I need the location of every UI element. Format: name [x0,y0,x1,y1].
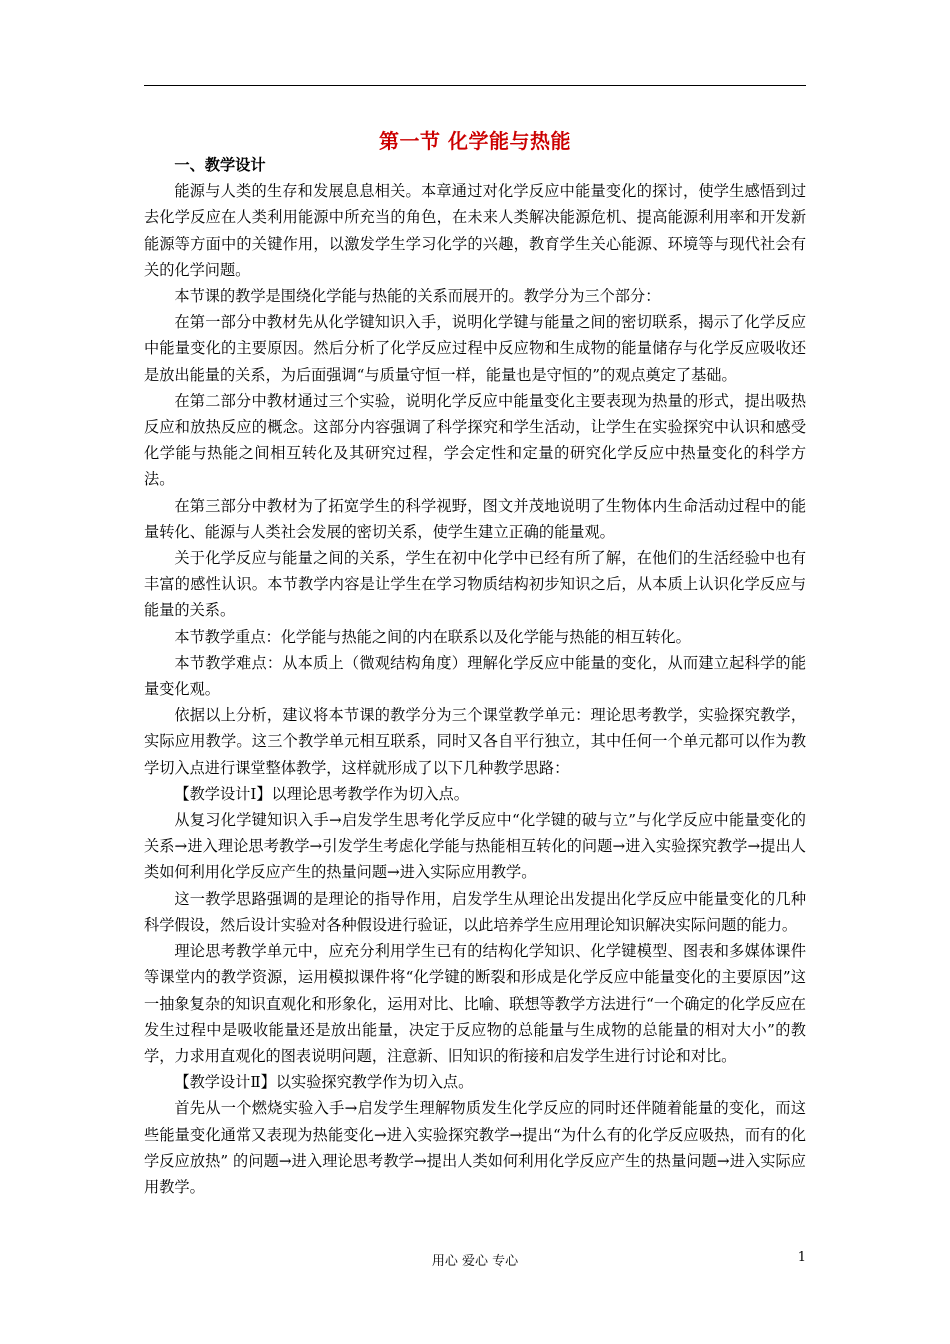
paragraph: 这一教学思路强调的是理论的指导作用，启发学生从理论出发提出化学反应中能量变化的几种科学假设，然后设计实验对各种假设进行验证，以此培养学生应用理论知识解决实际问题的能力。 [144,889,806,934]
header-rule [144,85,806,86]
paragraph: 理论思考教学单元中，应充分利用学生已有的结构化学知识、化学键模型、图表和多媒体课件等课堂内的教学资源，运用模拟课件将“化学键的断裂和形成是化学反应中能量变化的主要原因”这一抽象复杂的知识直观化和形象化，运用对比、比喻、联想等教学方法进行“一个确定的化学反应在发生过程中是吸收能量还是放出能量，决定于反应物的总能量与生成物的总能量的相对大小”的教学，力求用直观化的图表说明问题，注意新、旧知识的衔接和启发学生进行讨论和对比。 [144,942,806,1065]
footer-slogan: 用心 爱心 专心 [431,1254,519,1269]
page-title: 第一节 化学能与热能 [379,129,571,153]
paragraph: 关于化学反应与能量之间的关系，学生在初中化学中已经有所了解，在他们的生活经验中也有丰富的感性认识。本节教学内容是让学生在学习物质结构初步知识之后，从本质上认识化学反应与能量的关系。 [144,549,806,620]
paragraph: 本节教学重点：化学能与热能之间的内在联系以及化学能与热能的相互转化。 [174,627,691,646]
paragraph: 依据以上分析，建议将本节课的教学分为三个课堂教学单元：理论思考教学，实验探究教学，实际应用教学。这三个教学单元相互联系，同时又各自平行独立，其中任何一个单元都可以作为教学切入点进行课堂整体教学，这样就形成了以下几种教学思路： [144,706,806,777]
paragraph: 在第二部分中教材通过三个实验，说明化学反应中能量变化主要表现为热量的形式，提出吸热反应和放热反应的概念。这部分内容强调了科学探究和学生活动，让学生在实验探究中认识和感受化学能与热能之间相互转化及其研究过程，学会定性和定量的研究化学反应中热量变化的科学方法。 [144,391,806,489]
paragraph: 本节教学难点：从本质上（微观结构角度）理解化学反应中能量的变化，从而建立起科学的能量变化观。 [144,653,806,699]
page-number: 1 [797,1250,806,1265]
section-heading: 一、教学设计 [174,156,266,174]
paragraph: 首先从一个燃烧实验入手→启发学生理解物质发生化学反应的同时还伴随着能量的变化，而这些能量变化通常又表现为热能变化→进入实验探究教学→提出“为什么有的化学反应吸热，而有的化学反应放热” 的问题→进入理论思考教学→提出人类如何利用化学反应产生的热量问题→进入实际应用教学。 [144,1099,806,1196]
body-text [144,152,806,1200]
paragraph: 【教学设计Ⅰ】以理论思考教学作为切入点。 [174,784,469,803]
paragraph: 能源与人类的生存和发展息息相关。本章通过对化学反应中能量变化的探讨，使学生感悟到过去化学反应在人类利用能源中所充当的角色，在未来人类解决能源危机、提高能源利用率和开发新能源等方面中的关键作用，以激发学生学习化学的兴趣，教育学生关心能源、环境等与现代社会有关的化学问题。 [144,182,806,279]
paragraph: 【教学设计Ⅱ】以实验探究教学作为切入点。 [174,1073,474,1092]
paragraph: 从复习化学键知识入手→启发学生思考化学反应中“化学键的破与立”与化学反应中能量变化的关系→进入理论思考教学→引发学生考虑化学能与热能相互转化的问题→进入实验探究教学→提出人类如何利用化学反应产生的热量问题→进入实际应用教学。 [144,811,806,882]
paragraph: 在第三部分中教材为了拓宽学生的科学视野，图文并茂地说明了生物体内生命活动过程中的能量转化、能源与人类社会发展的密切关系，使学生建立正确的能量观。 [144,496,806,541]
paragraph: 在第一部分中教材先从化学键知识入手，说明化学键与能量之间的密切联系，揭示了化学反应中能量变化的主要原因。然后分析了化学反应过程中反应物和生成物的能量储存与化学反应吸收还是放出能量的关系，为后面强调“与质量守恒一样，能量也是守恒的”的观点奠定了基础。 [144,313,806,384]
paragraph: 本节课的教学是围绕化学能与热能的关系而展开的。教学分为三个部分： [174,287,661,306]
